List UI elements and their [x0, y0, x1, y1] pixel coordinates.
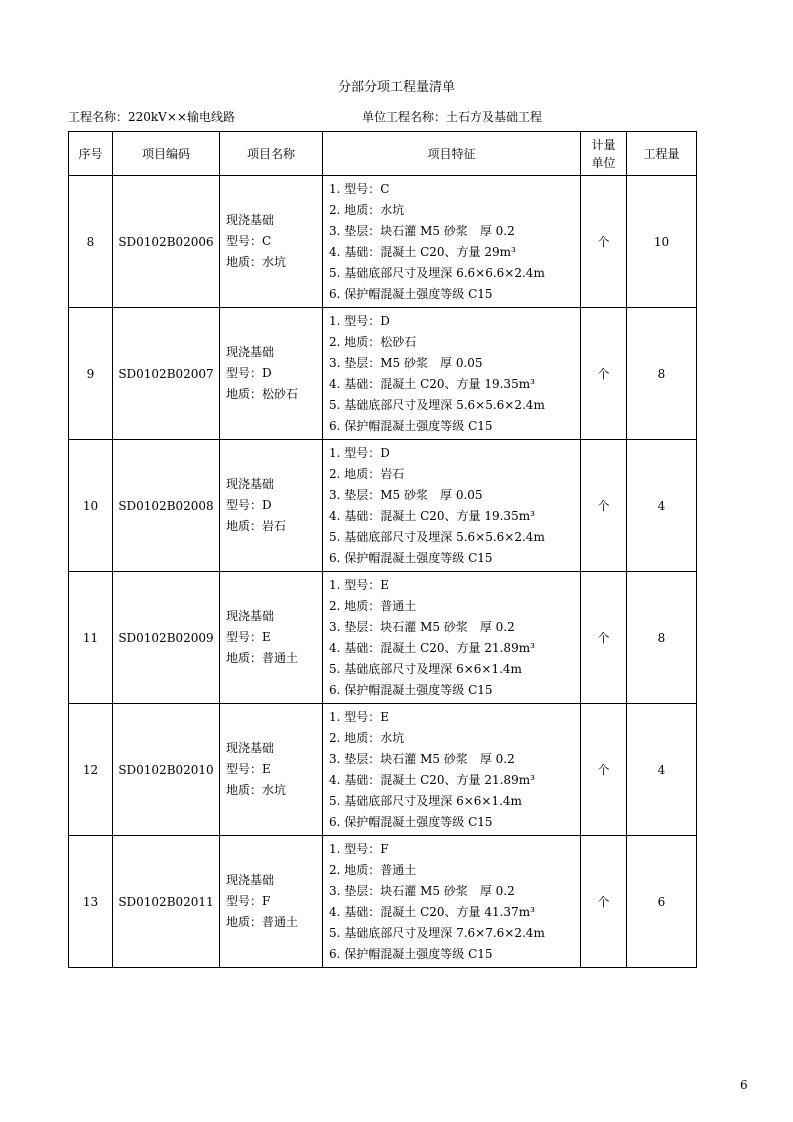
table-row [69, 308, 697, 440]
feature-line: 6. 保护帽混凝土强度等级 C15 [329, 946, 493, 961]
feature-line: 4. 基础：混凝土 C20、方量 29m³ [329, 244, 516, 259]
cell-seq: 8 [69, 176, 113, 308]
name-line: 地质：岩石 [226, 519, 287, 533]
cell-quantity: 6 [627, 836, 697, 968]
header-code: 项目编码 [113, 132, 220, 176]
page-number: 6 [740, 1078, 748, 1092]
cell-features [323, 836, 581, 968]
cell-quantity: 10 [627, 176, 697, 308]
name-line: 地质：水坑 [226, 255, 287, 269]
cell-code: SD0102B02007 [113, 308, 220, 440]
feature-line: 1. 型号：F [329, 841, 389, 856]
cell-quantity: 4 [627, 704, 697, 836]
header-name: 项目名称 [220, 132, 323, 176]
feature-line: 4. 基础：混凝土 C20、方量 21.89m³ [329, 772, 535, 787]
feature-line: 6. 保护帽混凝土强度等级 C15 [329, 550, 493, 565]
cell-name [220, 704, 323, 836]
feature-line: 6. 保护帽混凝土强度等级 C15 [329, 682, 493, 697]
cell-quantity: 4 [627, 440, 697, 572]
feature-line: 4. 基础：混凝土 C20、方量 41.37m³ [329, 904, 535, 919]
feature-line: 3. 垫层：M5 砂浆 厚 0.05 [329, 355, 483, 370]
feature-line: 5. 基础底部尺寸及埋深 6×6×1.4m [329, 793, 522, 808]
cell-features [323, 440, 581, 572]
feature-line: 4. 基础：混凝土 C20、方量 19.35m³ [329, 376, 535, 391]
feature-line: 1. 型号：D [329, 313, 390, 328]
feature-line: 1. 型号：D [329, 445, 390, 460]
header-unit [581, 132, 627, 176]
header-quantity: 工程量 [627, 132, 697, 176]
feature-line: 6. 保护帽混凝土强度等级 C15 [329, 814, 493, 829]
feature-line: 5. 基础底部尺寸及埋深 5.6×5.6×2.4m [329, 529, 545, 544]
name-line: 现浇基础 [226, 345, 275, 359]
feature-line: 2. 地质：岩石 [329, 466, 405, 481]
cell-seq: 12 [69, 704, 113, 836]
feature-line: 2. 地质：松砂石 [329, 334, 417, 349]
cell-name [220, 572, 323, 704]
cell-name [220, 440, 323, 572]
feature-line: 4. 基础：混凝土 C20、方量 21.89m³ [329, 640, 535, 655]
feature-line: 4. 基础：混凝土 C20、方量 19.35m³ [329, 508, 535, 523]
name-line: 型号：E [226, 762, 271, 776]
cell-features [323, 308, 581, 440]
cell-quantity: 8 [627, 572, 697, 704]
feature-line: 5. 基础底部尺寸及埋深 6.6×6.6×2.4m [329, 265, 545, 280]
name-line: 地质：松砂石 [226, 387, 299, 401]
feature-line: 2. 地质：水坑 [329, 202, 405, 217]
cell-seq: 9 [69, 308, 113, 440]
cell-unit: 个 [581, 176, 627, 308]
feature-line: 6. 保护帽混凝土强度等级 C15 [329, 286, 493, 301]
cell-seq: 11 [69, 572, 113, 704]
table-row [69, 440, 697, 572]
cell-unit: 个 [581, 704, 627, 836]
cell-name [220, 836, 323, 968]
feature-line: 1. 型号：E [329, 577, 390, 592]
feature-line: 1. 型号：E [329, 709, 390, 724]
cell-quantity: 8 [627, 308, 697, 440]
feature-line: 3. 垫层：块石灌 M5 砂浆 厚 0.2 [329, 883, 515, 898]
project-name: 工程名称：220kV××输电线路 [68, 110, 235, 124]
name-line: 现浇基础 [226, 213, 275, 227]
cell-seq: 13 [69, 836, 113, 968]
feature-line: 3. 垫层：M5 砂浆 厚 0.05 [329, 487, 483, 502]
name-line: 现浇基础 [226, 873, 275, 887]
document-title: 分部分项工程量清单 [337, 80, 455, 95]
feature-line: 2. 地质：普通土 [329, 598, 417, 613]
cell-code: SD0102B02010 [113, 704, 220, 836]
cell-code: SD0102B02011 [113, 836, 220, 968]
name-line: 地质：普通土 [226, 915, 299, 929]
name-line: 地质：普通土 [226, 651, 299, 665]
cell-unit: 个 [581, 440, 627, 572]
feature-line: 3. 垫层：块石灌 M5 砂浆 厚 0.2 [329, 619, 515, 634]
name-line: 现浇基础 [226, 477, 275, 491]
feature-line: 5. 基础底部尺寸及埋深 7.6×7.6×2.4m [329, 925, 545, 940]
feature-line: 2. 地质：普通土 [329, 862, 417, 877]
cell-unit: 个 [581, 836, 627, 968]
name-line: 现浇基础 [226, 741, 275, 755]
name-line: 型号：F [226, 894, 271, 908]
feature-line: 1. 型号：C [329, 181, 390, 196]
header-features: 项目特征 [323, 132, 581, 176]
name-line: 型号：E [226, 630, 271, 644]
table-row [69, 704, 697, 836]
cell-features [323, 176, 581, 308]
feature-line: 5. 基础底部尺寸及埋深 6×6×1.4m [329, 661, 522, 676]
table-row [69, 836, 697, 968]
feature-line: 6. 保护帽混凝土强度等级 C15 [329, 418, 493, 433]
table-row [69, 176, 697, 308]
cell-seq: 10 [69, 440, 113, 572]
feature-line: 3. 垫层：块石灌 M5 砂浆 厚 0.2 [329, 751, 515, 766]
name-line: 型号：C [226, 234, 272, 248]
cell-features [323, 704, 581, 836]
feature-line: 2. 地质：水坑 [329, 730, 405, 745]
name-line: 现浇基础 [226, 609, 275, 623]
cell-name [220, 176, 323, 308]
name-line: 型号：D [226, 498, 272, 512]
cell-name [220, 308, 323, 440]
name-line: 地质：水坑 [226, 783, 287, 797]
table-header-row [69, 132, 697, 176]
cell-code: SD0102B02009 [113, 572, 220, 704]
header-seq: 序号 [69, 132, 113, 176]
cell-unit: 个 [581, 308, 627, 440]
unit-project-name: 单位工程名称：土石方及基础工程 [362, 110, 543, 124]
table-row [69, 572, 697, 704]
cell-code: SD0102B02008 [113, 440, 220, 572]
cell-code: SD0102B02006 [113, 176, 220, 308]
name-line: 型号：D [226, 366, 272, 380]
cell-features [323, 572, 581, 704]
feature-line: 3. 垫层：块石灌 M5 砂浆 厚 0.2 [329, 223, 515, 238]
bill-of-quantities-table [68, 131, 697, 968]
header-unit-label: 计量单位 [591, 137, 616, 170]
feature-line: 5. 基础底部尺寸及埋深 5.6×5.6×2.4m [329, 397, 545, 412]
cell-unit: 个 [581, 572, 627, 704]
